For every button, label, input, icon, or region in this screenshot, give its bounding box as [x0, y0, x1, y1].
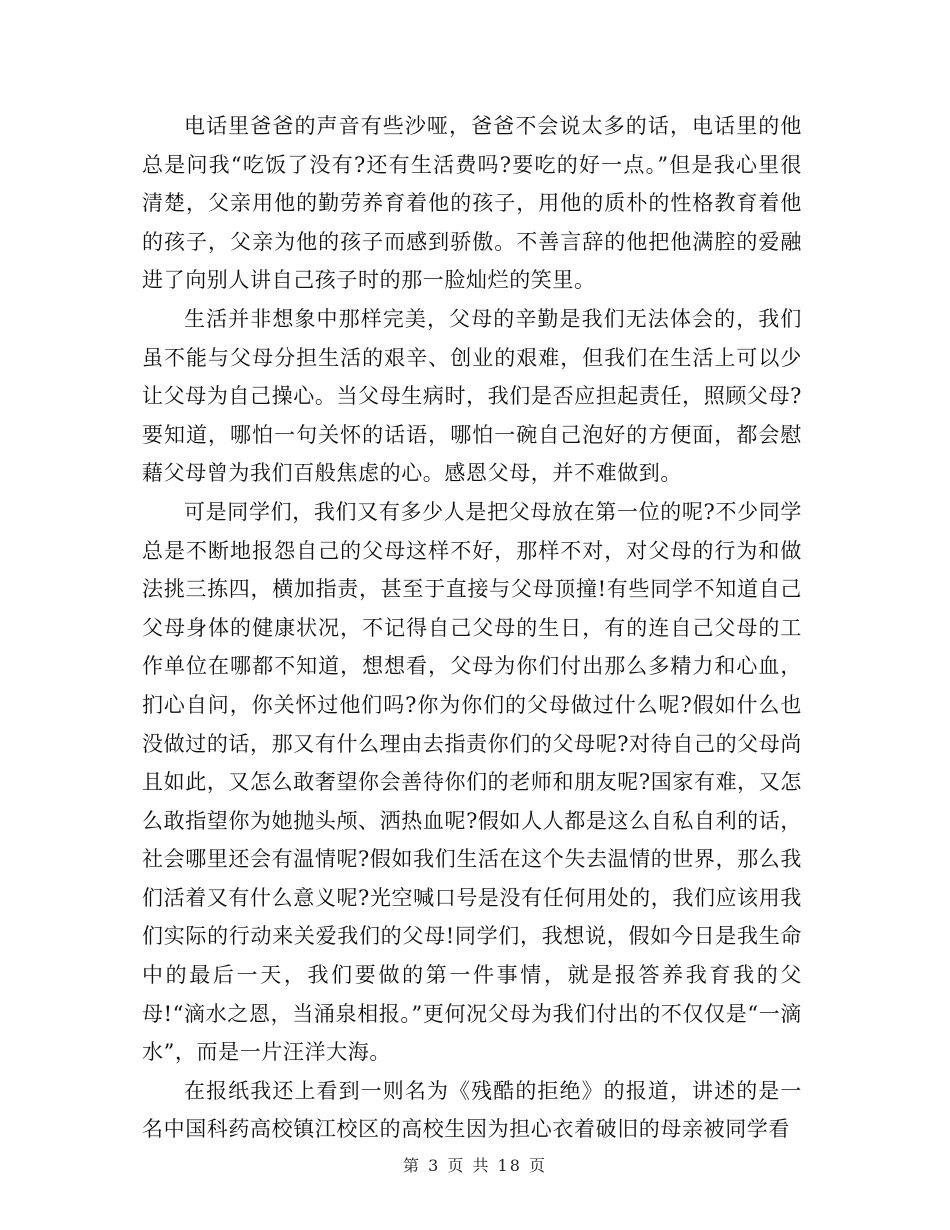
page-number-footer: 第 3 页 共 18 页 [403, 1156, 547, 1175]
paragraph-2: 生活并非想象中那样完美，父母的辛勤是我们无法体会的，我们虽不能与父母分担生活的艰辛、创业的艰难，但我们在生活上可以少让父母为自己操心。当父母生病时，我们是否应担起责任，照顾父母?要知道，哪怕一句关怀的话语，哪怕一碗自己泡好的方便面，都会慰藉父母曾为我们百般焦虑的心。感恩父母，并不难做到。 [142, 306, 802, 486]
paragraph-3: 可是同学们，我们又有多少人是把父母放在第一位的呢?不少同学总是不断地报怨自己的父母这样不好，那样不对，对父母的行为和做法挑三拣四，横加指责，甚至于直接与父母顶撞!有些同学不知道自己父母身体的健康状况，不记得自己父母的生日，有的连自己父母的工作单位在哪都不知道，想想看，父母为你们付出那么多精力和心血，扪心自问，你关怀过他们吗?你为你们的父母做过什么呢?假如什么也没做过的话，那又有什么理由去指责你们的父母呢?对待自己的父母尚且如此，又怎么敢奢望你会善待你们的老师和朋友呢?国家有难，又怎么敢指望你为她抛头颅、洒热血呢?假如人人都是这么自私自利的话，社会哪里还会有温情呢?假如我们生活在这个失去温情的世界，那么我们活着又有什么意义呢?光空喊口号是没有任何用处的，我们应该用我们实际的行动来关爱我们的父母!同学们，我想说，假如今日是我生命中的最后一天，我们要做的第一件事情，就是报答养我育我的父母!“滴水之恩，当涌泉相报。”更何况父母为我们付出的不仅仅是“一滴水”，而是一片汪洋大海。 [142, 499, 802, 1065]
paragraph-1: 电话里爸爸的声音有些沙哑，爸爸不会说太多的话，电话里的他总是问我“吃饭了没有?还有生活费吗?要吃的好一点。”但是我心里很清楚，父亲用他的勤劳养育着他的孩子，用他的质朴的性格教育着他的孩子，父亲为他的孩子而感到骄傲。不善言辞的他把他满腔的爱融进了向别人讲自己孩子时的那一脸灿烂的笑里。 [142, 114, 802, 293]
body-text [142, 107, 802, 1149]
paragraph-4: 在报纸我还上看到一则名为《残酷的拒绝》的报道，讲述的是一名中国科药高校镇江校区的高校生因为担心衣着破旧的母亲被同学看 [142, 1078, 802, 1142]
